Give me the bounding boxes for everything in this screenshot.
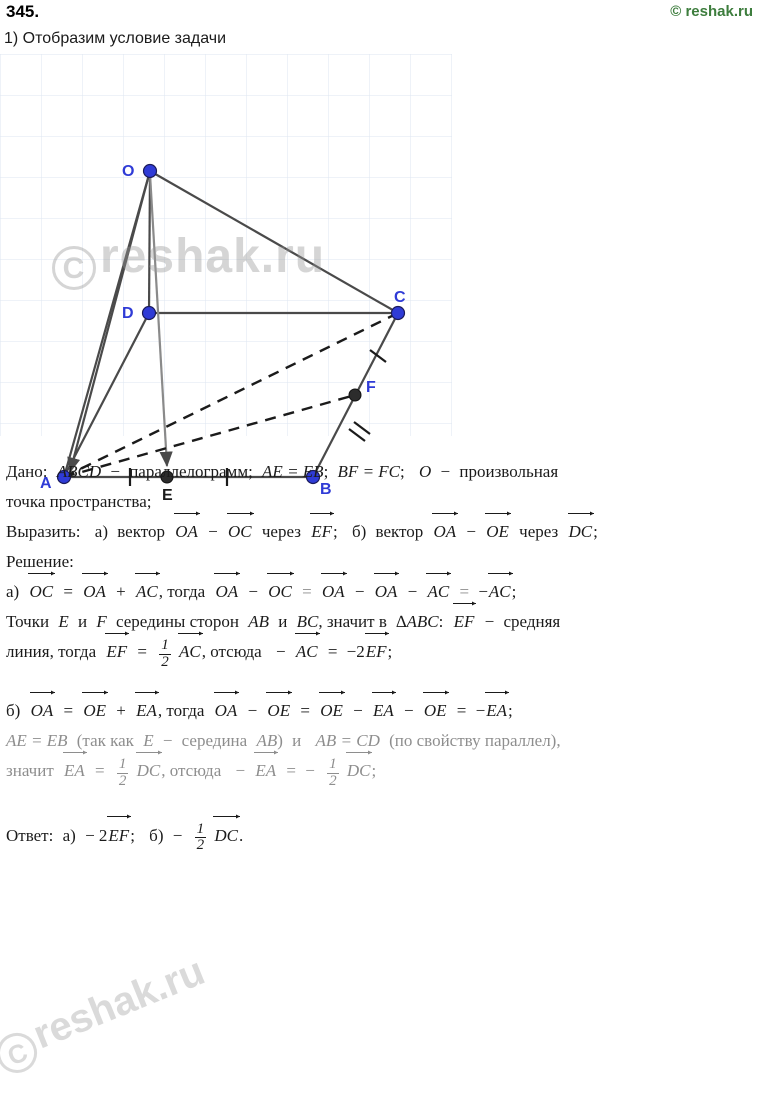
solution-a-line: а) OC = OA + AC, тогда OA − OC = OA − OA − AC = −AC; [6, 578, 755, 606]
watermark-top: © reshak.ru [670, 3, 753, 20]
vector-OE-b1: OE [82, 697, 107, 725]
vector-OA-a4: OA [374, 578, 399, 606]
vector-OC: OC [227, 518, 253, 546]
solution-a-note-2: линия, тогда EF = $\frac{1}{2}$ AC, отсюда − AC = −2EF; [6, 637, 393, 671]
vector-OA-a: OA [82, 578, 107, 606]
given-line-1: Дано: ABCD − параллелограмм; AE = EB; BF = FC; O − произвольная [6, 462, 559, 481]
vector-AC-note2: AC [295, 638, 319, 666]
vector-AC-a2: AC [426, 578, 450, 606]
solution-text [0, 454, 761, 854]
vector-EA-b1: EA [135, 697, 158, 725]
answer-line: Ответ: а) − 2EF; б) − $\frac{1}{2}$ DC. [6, 820, 244, 854]
solution-b-note-2: значит EA = $\frac{1}{2}$ DC, отсюда − EA = − $\frac{1}{2}$ DC; [6, 756, 377, 789]
vector-EF: EF [310, 518, 333, 546]
vector-OE-b3: OE [319, 697, 344, 725]
vector-EF-note3: EF [365, 638, 388, 666]
watermark-bottom: Creshak.ru [0, 949, 213, 1079]
point-label-B: B [320, 481, 332, 498]
vector-OA-b: OA [432, 518, 457, 546]
vector-EF-answer: EF [107, 822, 130, 850]
figure-grid [0, 54, 452, 436]
vector-AC-a3: AC [488, 578, 512, 606]
vector-OC-a2: OC [267, 578, 293, 606]
vector-OC-a: OC [28, 578, 54, 606]
point-label-A: A [40, 475, 52, 492]
vector-OA-a2: OA [214, 578, 239, 606]
step-label: 1) Отобразим условие задачи [4, 30, 227, 47]
fraction-one-half-b2: $\frac{1}{2}$ [329, 756, 337, 789]
given-line-2: точка пространства; [6, 492, 152, 512]
vector-DC-note: DC [136, 757, 162, 785]
page-header [0, 0, 761, 26]
vector-DC: DC [568, 518, 594, 546]
watermark-figure: C reshak.ru [52, 229, 325, 290]
copyright-mark: C [52, 246, 96, 290]
vector-OA-b1: OA [30, 697, 55, 725]
vector-OA-b2: OA [214, 697, 239, 725]
solution-b-note-1: AE = EB (так как E − середина AB) и AB = CD (по свойству параллел), [6, 730, 561, 750]
fraction-one-half-b: $\frac{1}{2}$ [118, 756, 127, 789]
vector-DC-answer: DC [213, 822, 239, 850]
copyright-mark-bottom: C [0, 1027, 43, 1079]
solution-b-line: б) OA = OE + EA, тогда OA − OE = OE − EA − OE = −EA; [6, 697, 755, 725]
point-label-C: C [394, 289, 406, 306]
fraction-one-half-answer: $\frac{1}{2}$ [196, 820, 205, 854]
task-number: 345. [6, 2, 40, 21]
point-label-D: D [122, 305, 134, 322]
vector-EA-b2: EA [372, 697, 395, 725]
fraction-one-half: $\frac{1}{2}$ [161, 637, 169, 671]
vector-OA: OA [174, 518, 199, 546]
point-label-E: E [162, 487, 173, 504]
vector-EA-note2: EA [254, 757, 277, 785]
solution-label: Решение: [6, 552, 74, 572]
vector-OE-b4: OE [423, 697, 448, 725]
express-line: Выразить: а) вектор OA − OC через EF; б) вектор OA − OE через DC; [6, 518, 755, 546]
vector-OE-b2: OE [266, 697, 291, 725]
vector-DC-note2: DC [346, 757, 372, 785]
vector-EA-note: EA [63, 757, 86, 785]
vector-OA-a3: OA [321, 578, 346, 606]
vector-EA-b3: EA [485, 697, 508, 725]
vector-AC-note: AC [178, 638, 202, 666]
solution-a-note-1: Точки E и F середины сторон AB и BC, значит в ∆ABC: EF − средняя [6, 608, 755, 636]
vector-AC-a: AC [135, 578, 159, 606]
vector-EF-note: EF [453, 608, 476, 636]
vector-EF-note2: EF [105, 638, 128, 666]
vector-OE: OE [485, 518, 510, 546]
point-label-F: F [366, 379, 376, 396]
point-label-O: O [122, 163, 135, 180]
